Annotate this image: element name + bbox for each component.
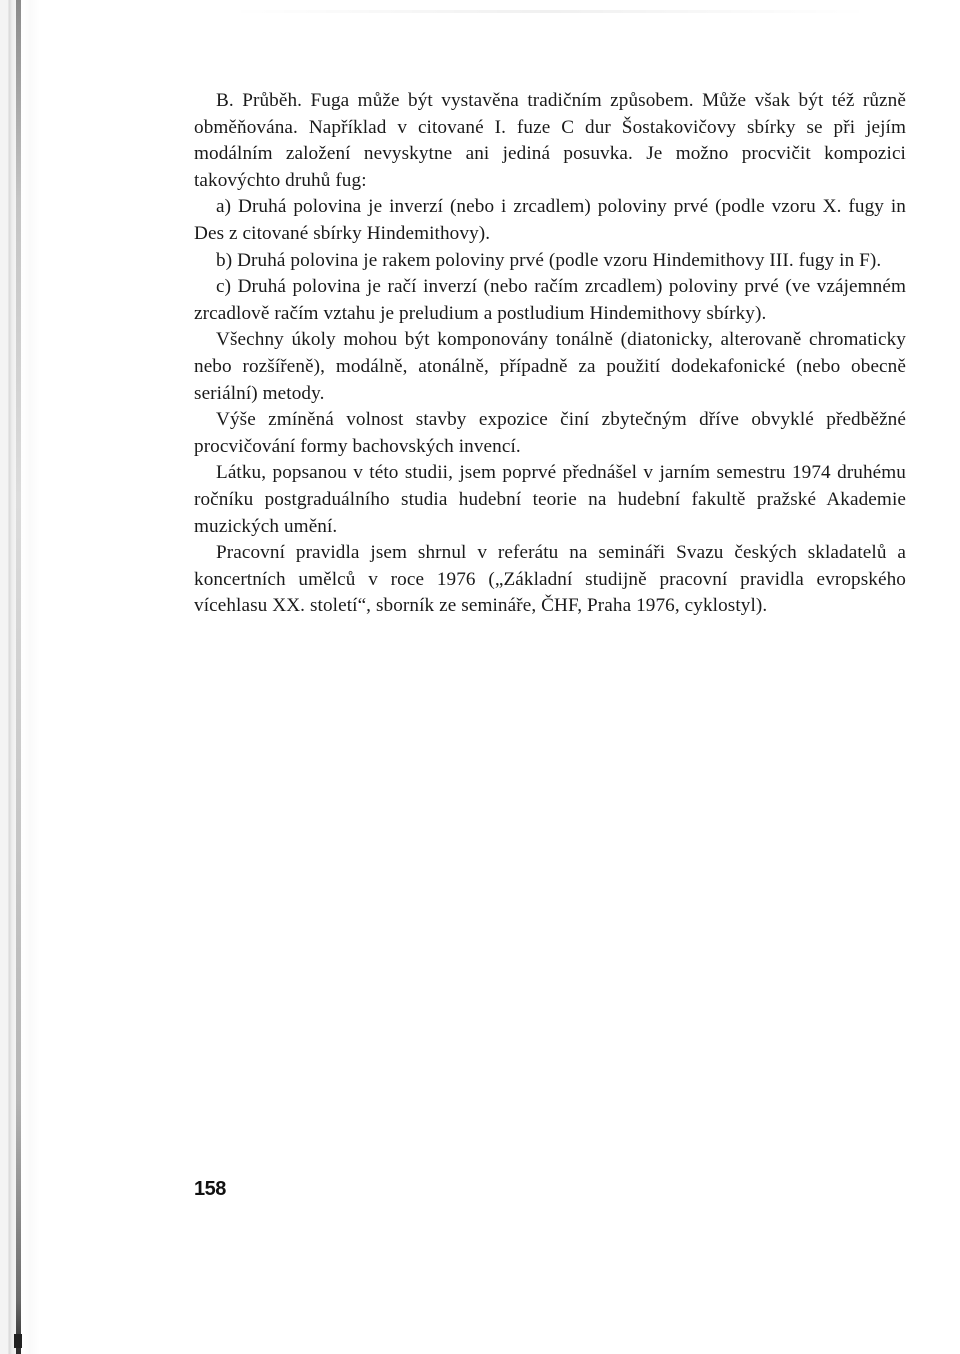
paragraph-freedom: Výše zmíněná volnost stavby expozice činí zbytečným dříve obvyklé předběžné procvičování formy bachovských invencí. [194, 409, 906, 457]
scan-top-shadow [230, 10, 870, 13]
scan-corner-mark [14, 1334, 22, 1348]
paragraph-progress: B. Průběh. Fuga může být vystavěna tradičním způsobem. Může však být též různě obměňována. Například v citované I. fuze C dur Šostakovičovy sbírky se při jejím modálním založení nevyskytne ani jediná posuvka. Je možno procvičit kompozici takovýchto druhů fug: [194, 90, 906, 191]
paragraph-item-a: a) Druhá polovina je inverzí (nebo i zrcadlem) poloviny prvé (podle vzoru X. fugy in Des z citované sbírky Hindemithovy). [194, 196, 906, 244]
paragraph-rules: Pracovní pravidla jsem shrnul v referátu na semináři Svazu českých skladatelů a koncertních umělců v roce 1976 („Základní studijně pracovní pravidla evropského vícehlasu XX. století“, sborník ze semináře, ČHF, Praha 1976, cyklostyl). [194, 542, 906, 617]
scan-shadow-rule [16, 0, 21, 1354]
page-number: 158 [194, 1178, 226, 1200]
paragraph-tasks: Všechny úkoly mohou být komponovány tonálně (diatonicky, alterovaně chromaticky nebo rozšířeně), modálně, atonálně, případně za použití dodekafonické (nebo obecně seriální) metody. [194, 329, 906, 404]
body-text [194, 88, 906, 620]
paragraph-item-b: b) Druhá polovina je rakem poloviny prvé (podle vzoru Hindemithovy III. fugy in F). [216, 249, 882, 271]
scan-binding-edge [0, 0, 40, 1354]
paragraph-item-c: c) Druhá polovina je račí inverzí (nebo račím zrcadlem) poloviny prvé (ve vzájemném zrcadlově račím vztahu je preludium a postludium Hindemithovy sbírky). [194, 276, 906, 324]
paragraph-lecture: Látku, popsanou v této studii, jsem poprvé přednášel v jarním semestru 1974 druhému ročníku postgraduálního studia hudební teorie na hudební fakultě pražské Akademie muzických umění. [194, 462, 906, 537]
